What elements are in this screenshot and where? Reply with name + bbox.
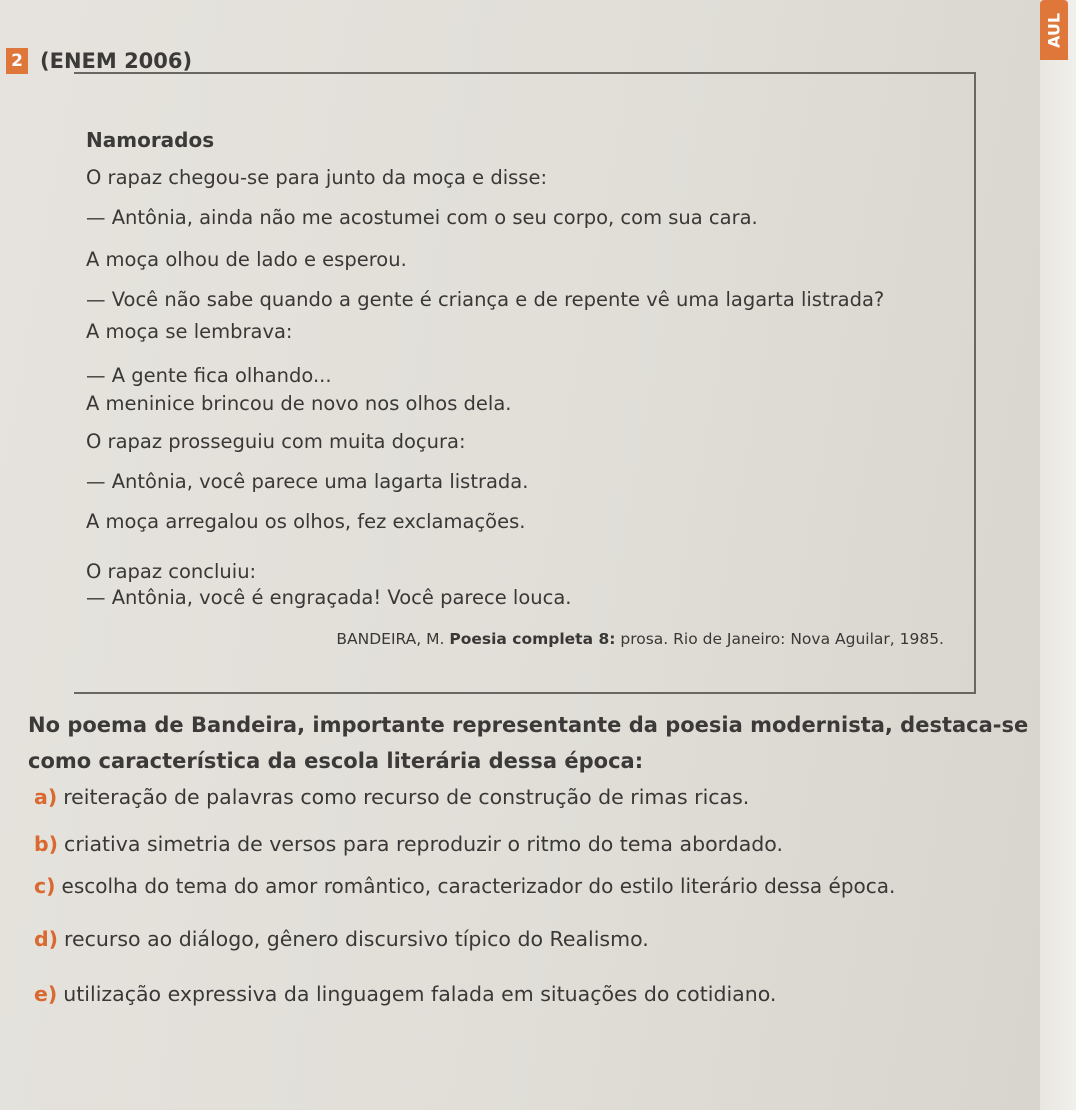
poem-line: O rapaz concluiu: <box>86 560 257 583</box>
reference-rest: prosa. Rio de Janeiro: Nova Aguilar, 1985. <box>615 630 944 648</box>
question-stem-line-1: No poema de Bandeira, importante representante da poesia modernista, destaca-se <box>28 713 1029 737</box>
poem-line: — Antônia, você é engraçada! Você parece louca. <box>86 586 572 609</box>
poem <box>74 72 974 690</box>
side-tab: AUL <box>1040 0 1068 60</box>
option-letter: a) <box>34 785 58 809</box>
poem-line: O rapaz chegou-se para junto da moça e disse: <box>86 166 548 189</box>
poem-line: A meninice brincou de novo nos olhos dela. <box>86 392 512 415</box>
poem-line: A moça arregalou os olhos, fez exclamações. <box>86 510 526 533</box>
poem-line: — Antônia, você parece uma lagarta listrada. <box>86 470 529 493</box>
poem-title: Namorados <box>86 128 215 152</box>
reference-work: Poesia completa 8: <box>449 630 616 648</box>
option-b[interactable] <box>34 832 783 856</box>
poem-line: — Você não sabe quando a gente é criança e de repente vê uma lagarta listrada? <box>86 288 885 311</box>
option-c[interactable] <box>34 874 895 898</box>
option-letter: c) <box>34 874 56 898</box>
question-number: 2 <box>6 48 28 74</box>
poem-line: O rapaz prosseguiu com muita doçura: <box>86 430 466 453</box>
poem-line: A moça olhou de lado e esperou. <box>86 248 407 271</box>
reference-author: BANDEIRA, M. <box>336 630 450 648</box>
option-text: escolha do tema do amor romântico, caracterizador do estilo literário dessa época. <box>61 874 896 898</box>
option-d[interactable] <box>34 927 649 951</box>
option-text: reiteração de palavras como recurso de construção de rimas ricas. <box>63 785 750 809</box>
poem-reference <box>336 630 944 648</box>
page-edge <box>1040 0 1076 1110</box>
option-letter: b) <box>34 832 59 856</box>
question-header <box>6 48 192 74</box>
option-e[interactable] <box>34 982 776 1006</box>
poem-line: — A gente fica olhando... <box>86 364 332 387</box>
poem-line: A moça se lembrava: <box>86 320 293 343</box>
poem-line: — Antônia, ainda não me acostumei com o seu corpo, com sua cara. <box>86 206 758 229</box>
option-text: utilização expressiva da linguagem falada em situações do cotidiano. <box>63 982 777 1006</box>
question-source: (ENEM 2006) <box>40 49 193 73</box>
option-text: criativa simetria de versos para reproduzir o ritmo do tema abordado. <box>64 832 783 856</box>
option-letter: d) <box>34 927 59 951</box>
option-text: recurso ao diálogo, gênero discursivo típico do Realismo. <box>64 927 649 951</box>
option-a[interactable] <box>34 785 749 809</box>
option-letter: e) <box>34 982 58 1006</box>
question-stem-line-2: como característica da escola literária dessa época: <box>28 749 644 773</box>
